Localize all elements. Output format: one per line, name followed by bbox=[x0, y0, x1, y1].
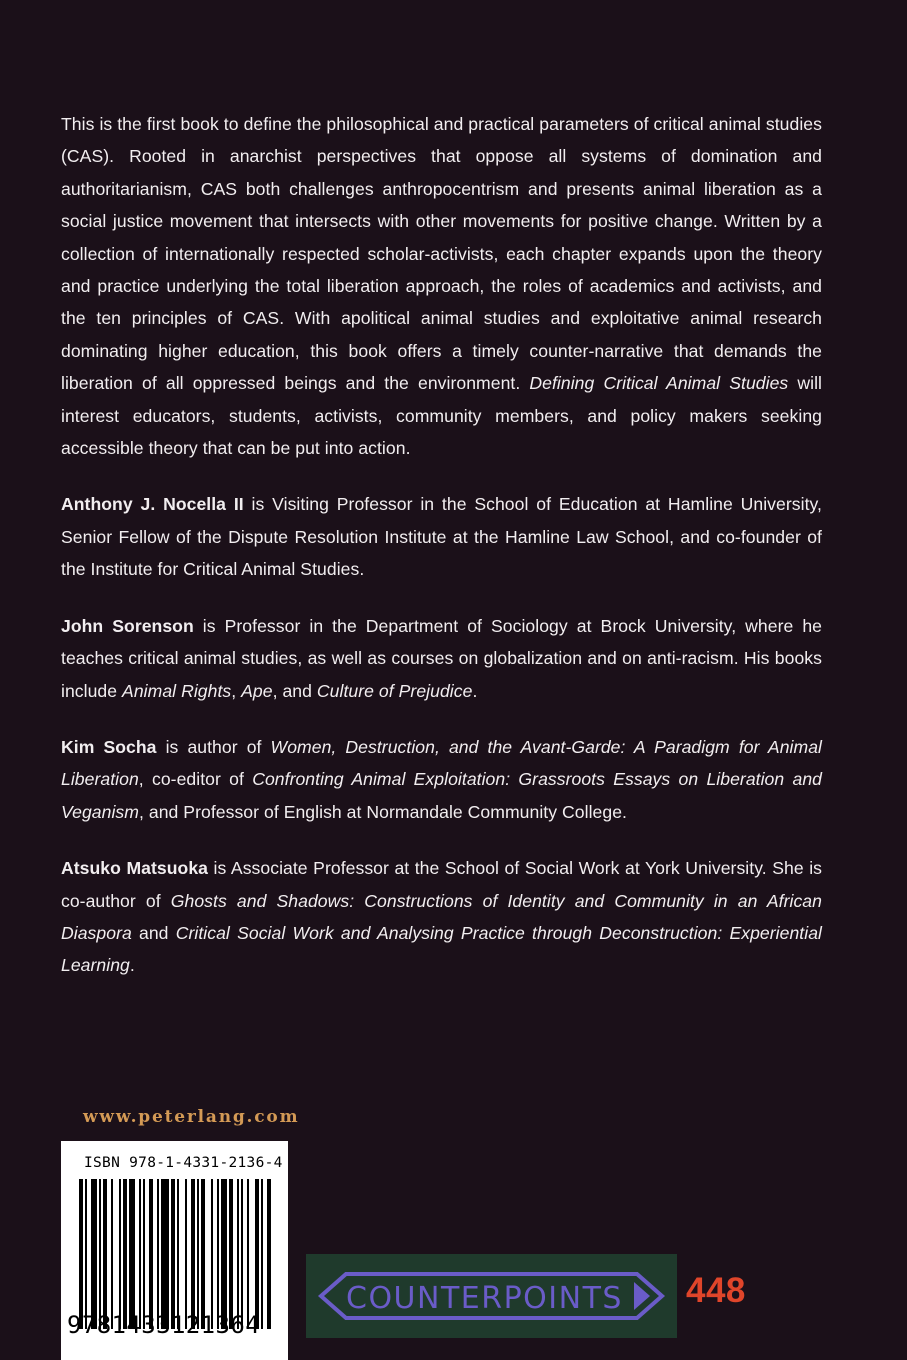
end-text: . bbox=[129, 955, 135, 976]
end-text: . bbox=[472, 680, 478, 701]
author-bio-nocella bbox=[61, 488, 822, 585]
book-title: Ape bbox=[241, 680, 273, 701]
barcode-bar bbox=[103, 1179, 107, 1329]
barcode-bar bbox=[99, 1179, 101, 1329]
author-bio-matsuoka bbox=[61, 852, 822, 982]
barcode-bar bbox=[247, 1179, 249, 1329]
barcode-bar bbox=[91, 1179, 97, 1329]
barcode-bar bbox=[157, 1179, 159, 1329]
barcode-bar bbox=[85, 1179, 87, 1329]
description-text-before-title: This is the first book to define the philosophical and practical parameters of critical animal studies (CAS). Rooted in anarchist perspectives that oppose all systems of domination and authoritarianism, CAS both challenges anthropocentrism and presents animal liberation as a social justice movement that intersects with other movements for positive change. Written by a collection of internationally respected scholar-activists, each chapter expands upon the theory and practice underlying the total liberation approach, the roles of academics and activists, and the ten principles of CAS. With apolitical animal studies and exploitative animal research dominating higher education, this book offers a timely counter-narrative that demands the liberation of all oppressed beings and the environment. bbox=[61, 114, 822, 394]
author-bio-text: is Professor in the Department of Sociology at Brock University, where he teaches critical animal studies, as well as courses on globalization and on anti-racism. His books include bbox=[61, 615, 823, 701]
barcode-bar bbox=[143, 1179, 145, 1329]
barcode-bar bbox=[185, 1179, 187, 1329]
barcode-bar bbox=[139, 1179, 141, 1329]
barcode-digits: 9781433121364 bbox=[67, 1311, 261, 1339]
separator-text: and bbox=[131, 922, 176, 943]
author-bio-text: is author of bbox=[156, 736, 271, 757]
barcode-bar bbox=[237, 1179, 239, 1329]
book-title: Women, Destruction, and the Avant-Garde: A Paradigm for Animal Liberation bbox=[61, 736, 823, 790]
barcode-bar bbox=[149, 1179, 153, 1329]
isbn-barcode bbox=[61, 1141, 288, 1360]
back-cover-text bbox=[61, 108, 822, 1006]
counterpoints-logo-icon bbox=[306, 1254, 677, 1338]
barcode-bar bbox=[267, 1179, 271, 1329]
author-bio-socha bbox=[61, 731, 822, 828]
barcode-bar bbox=[171, 1179, 175, 1329]
end-text: , and Professor of English at Normandale Community College. bbox=[138, 801, 627, 822]
author-bio-text: is Associate Professor at the School of Social Work at York University. She is co-author of bbox=[61, 858, 822, 911]
barcode-bar bbox=[197, 1179, 199, 1329]
barcode-bar bbox=[217, 1179, 219, 1329]
book-title: Ghosts and Shadows: Constructions of Identity and Community in an African Diaspora bbox=[61, 890, 822, 943]
author-name: Kim Socha bbox=[61, 736, 157, 757]
book-title: Culture of Prejudice bbox=[316, 680, 473, 701]
barcode-bar bbox=[123, 1179, 127, 1329]
barcode-bar bbox=[229, 1179, 233, 1329]
separator-text: , and bbox=[272, 680, 317, 701]
description-text-after-title: will interest educators, students, activists, community members, and policy makers seeking accessible theory that can be put into action. bbox=[61, 373, 822, 459]
barcode-bar bbox=[111, 1179, 113, 1329]
barcode-bar bbox=[79, 1179, 83, 1329]
barcode-bar bbox=[201, 1179, 205, 1329]
barcode-bar bbox=[191, 1179, 195, 1329]
author-name: Atsuko Matsuoka bbox=[61, 858, 209, 879]
publisher-url[interactable]: www.peterlang.com bbox=[83, 1107, 300, 1127]
description-book-title: Defining Critical Animal Studies bbox=[529, 373, 789, 394]
author-name: Anthony J. Nocella II bbox=[61, 494, 244, 515]
isbn-label: ISBN 978-1-4331-2136-4 bbox=[84, 1155, 283, 1171]
author-name: John Sorenson bbox=[61, 615, 194, 636]
separator-text: , co-editor of bbox=[138, 769, 253, 790]
author-bio-text: is Visiting Professor in the School of Education at Hamline University, Senior Fellow of the Dispute Resolution Institute at the Hamline Law School, and co-founder of the Institute for Critical Animal Studies. bbox=[61, 494, 822, 580]
barcode-bar bbox=[119, 1179, 121, 1329]
barcode-bar bbox=[129, 1179, 135, 1329]
series-name: COUNTERPOINTS bbox=[346, 1281, 623, 1316]
book-description bbox=[61, 108, 822, 464]
barcode-bars bbox=[79, 1179, 271, 1329]
barcode-bar bbox=[211, 1179, 213, 1329]
barcode-bar bbox=[177, 1179, 179, 1329]
book-title: Confronting Animal Exploitation: Grassroots Essays on Liberation and Veganism bbox=[61, 769, 822, 822]
author-bio-sorenson bbox=[61, 610, 822, 707]
book-title: Animal Rights bbox=[122, 680, 232, 701]
series-logo bbox=[306, 1254, 677, 1338]
book-title: Critical Social Work and Analysing Practice through Deconstruction: Experiential Learning bbox=[61, 922, 822, 976]
barcode-bar bbox=[161, 1179, 169, 1329]
series-number: 448 bbox=[686, 1271, 746, 1310]
barcode-bar bbox=[221, 1179, 227, 1329]
barcode-bar bbox=[241, 1179, 243, 1329]
barcode-bar bbox=[255, 1179, 259, 1329]
separator-text: , bbox=[231, 680, 242, 701]
barcode-bar bbox=[261, 1179, 263, 1329]
